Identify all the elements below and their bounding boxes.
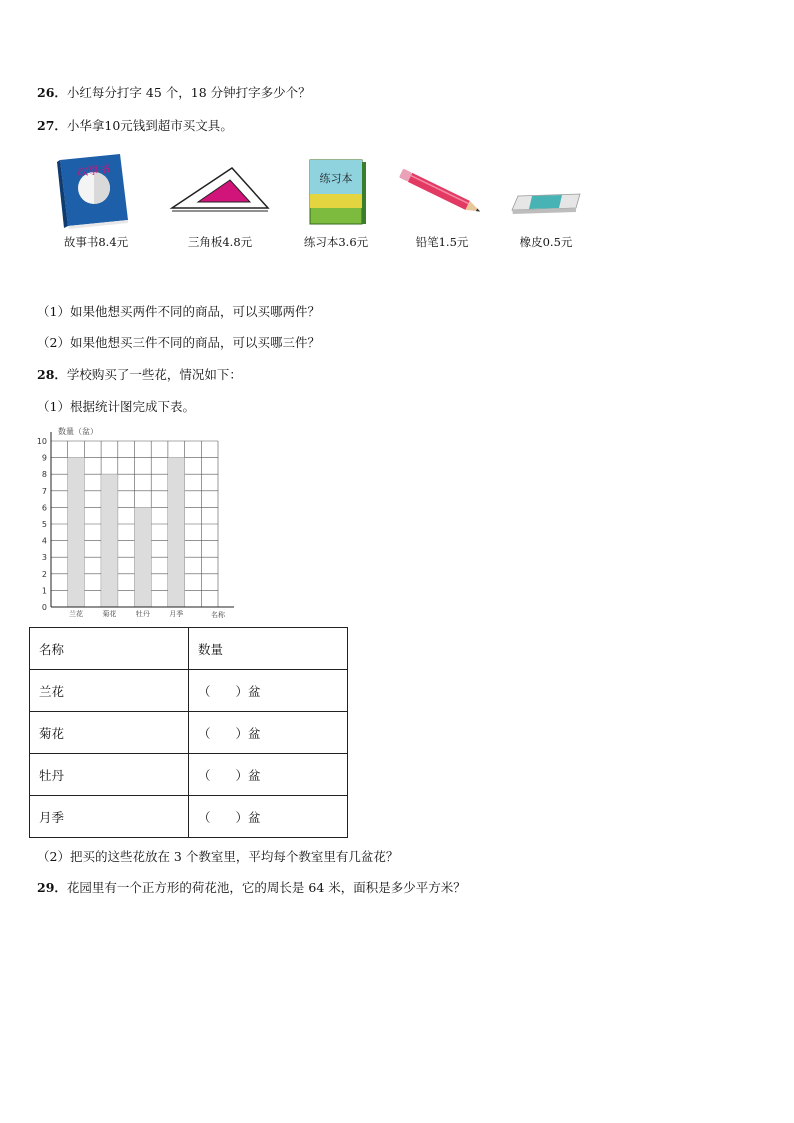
table-row	[30, 670, 348, 712]
table-row	[30, 712, 348, 754]
chart-bars	[68, 458, 185, 607]
table-cell-name: 兰花	[30, 670, 189, 712]
y-tick-label: 8	[41, 470, 47, 480]
question-number: 26．	[37, 85, 67, 100]
question-text: 小华拿10元钱到超市买文具。	[66, 118, 233, 133]
x-tick-label: 牡丹	[135, 610, 150, 618]
y-tick-label: 1	[41, 586, 47, 596]
table-cell-name: 菊花	[30, 712, 189, 754]
bar-1	[101, 474, 118, 607]
question-number: 28．	[37, 367, 67, 382]
question-number: 29．	[37, 880, 67, 895]
product-caption: 故事书8.4元	[63, 235, 129, 249]
bar-2	[135, 507, 152, 607]
y-tick-label: 0	[41, 603, 47, 612]
question-number: 27．	[37, 118, 67, 133]
bar-0	[68, 458, 85, 607]
table-header-count: 数量	[189, 628, 348, 670]
bar-3	[168, 458, 185, 607]
question-27	[37, 116, 233, 134]
product-caption: 橡皮0.5元	[519, 235, 573, 249]
table-cell-name: 牡丹	[30, 754, 189, 796]
x-axis-label: 名称	[211, 611, 225, 619]
question-28-sub2: （2）把买的这些花放在 3 个教室里，平均每个教室里有几盆花？	[37, 849, 399, 864]
question-28-sub1: （1）根据统计图完成下表。	[37, 399, 195, 414]
table-header-row	[30, 628, 348, 670]
flower-bar-chart	[28, 420, 248, 620]
question-text: 小红每分打字 45 个，18 分钟打字多少个？	[66, 85, 311, 100]
y-tick-label: 9	[41, 453, 47, 463]
eraser-icon	[504, 150, 588, 230]
table-cell-name: 月季	[30, 796, 189, 838]
triangle-ruler-icon	[168, 150, 272, 230]
product-caption: 练习本3.6元	[303, 235, 369, 249]
table-row	[30, 754, 348, 796]
bar-chart-svg	[28, 420, 248, 620]
x-tick-label: 月季	[169, 610, 184, 618]
question-27-sub1: （1）如果他想买两件不同的商品，可以买哪两件？	[37, 304, 320, 319]
story-book-icon	[48, 150, 144, 230]
pencil-icon	[392, 150, 492, 230]
y-tick-label: 3	[41, 553, 47, 563]
y-tick-label: 2	[41, 569, 47, 579]
question-27-sub2: （2）如果他想买三件不同的商品，可以买哪三件？	[37, 335, 320, 350]
flower-count-table	[29, 627, 348, 838]
x-tick-label: 菊花	[102, 610, 117, 618]
exercise-book-icon	[294, 150, 378, 230]
question-29	[37, 878, 466, 896]
product-story-book	[48, 150, 144, 250]
product-caption: 铅笔1.5元	[415, 235, 469, 249]
question-28	[37, 365, 242, 383]
table-header-name: 名称	[30, 628, 189, 670]
y-tick-label: 7	[41, 486, 47, 496]
table-cell-blank[interactable]: （ ）盆	[189, 712, 348, 754]
x-tick-label: 兰花	[69, 610, 84, 618]
y-axis-label: 数量（盆）	[58, 427, 98, 436]
question-26	[37, 83, 311, 101]
question-text: 学校购买了一些花，情况如下：	[66, 367, 242, 382]
table-cell-blank[interactable]: （ ）盆	[189, 754, 348, 796]
product-eraser	[504, 150, 588, 250]
table-cell-blank[interactable]: （ ）盆	[189, 670, 348, 712]
product-caption: 三角板4.8元	[187, 235, 253, 249]
y-tick-label: 6	[41, 503, 47, 513]
table-cell-blank[interactable]: （ ）盆	[189, 796, 348, 838]
y-tick-label: 4	[41, 536, 47, 546]
book-cover-text: 故事书	[76, 162, 111, 179]
table-row	[30, 796, 348, 838]
y-tick-label: 10	[36, 437, 47, 446]
y-tick-label: 5	[41, 520, 47, 529]
product-exercise-book	[294, 150, 378, 250]
question-text: 花园里有一个正方形的荷花池，它的周长是 64 米，面积是多少平方米？	[66, 880, 466, 895]
product-pencil	[392, 150, 492, 250]
exercise-book-cover-text: 练习本	[319, 172, 353, 185]
product-triangle-ruler	[168, 150, 272, 250]
